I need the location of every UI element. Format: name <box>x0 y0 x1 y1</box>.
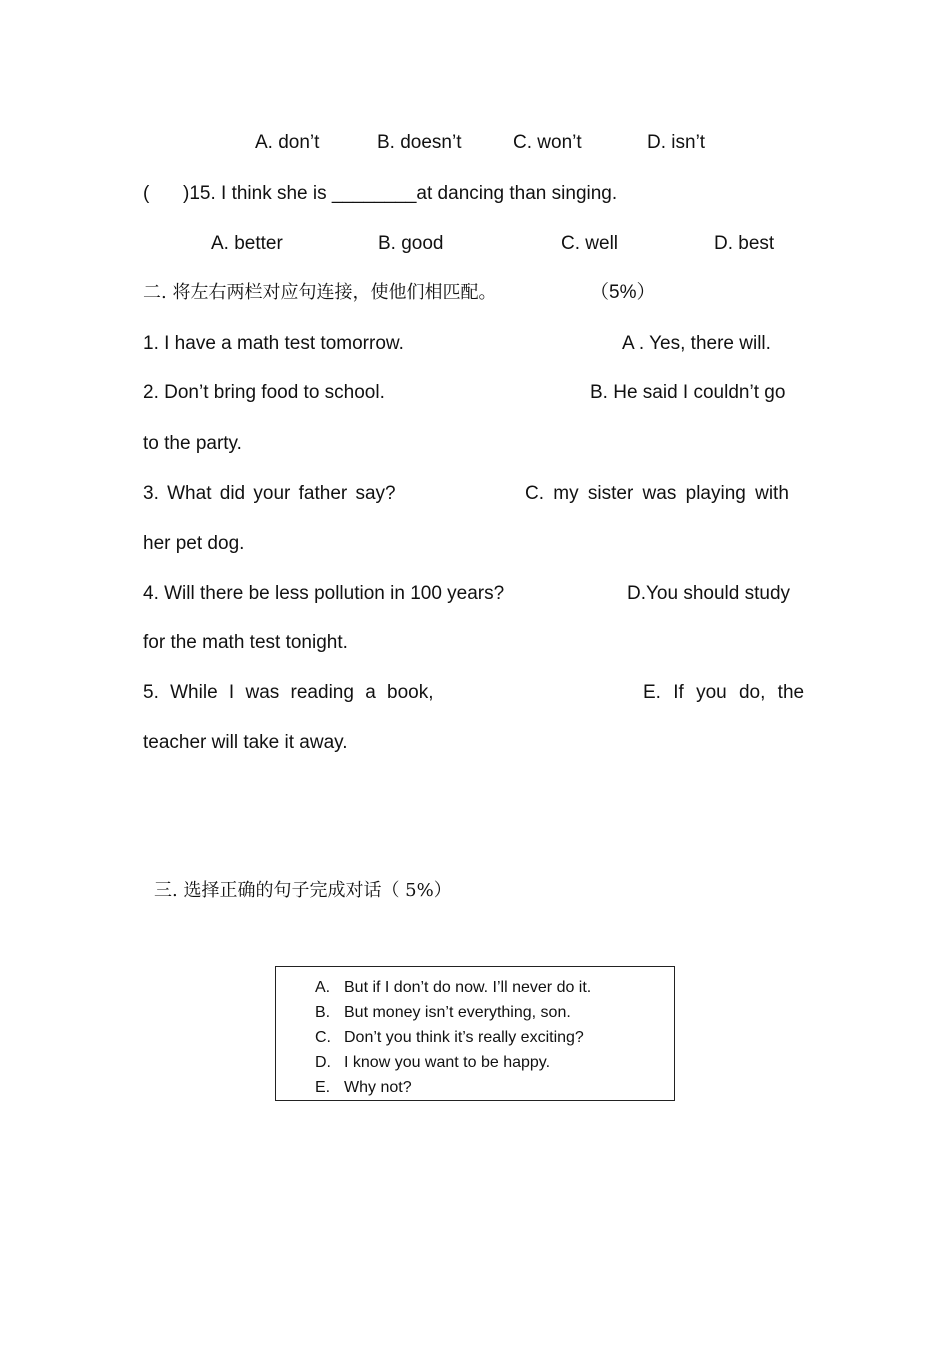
match-right-c-cont: her pet dog. <box>143 533 245 554</box>
option-letter: B. <box>315 1004 331 1021</box>
option-text: But money isn’t everything, son. <box>344 1004 571 1021</box>
dialogue-options-box <box>275 966 675 1101</box>
match-right-c: C. my sister was playing with <box>525 483 789 504</box>
q15-option-a: A. better <box>211 233 283 254</box>
option-text: Don’t you think it’s really exciting? <box>344 1029 584 1046</box>
option-text: Why not? <box>344 1079 412 1096</box>
match-right-b-cont: to the party. <box>143 433 242 454</box>
q15-option-c: C. well <box>561 233 619 254</box>
match-right-d-cont: for the math test tonight. <box>143 632 348 653</box>
match-left-1: 1. I have a math test tomorrow. <box>143 333 404 354</box>
option-text: I know you want to be happy. <box>344 1054 551 1071</box>
match-left-5: 5. While I was reading a book, <box>143 682 434 703</box>
match-right-d: D.You should study <box>627 583 791 604</box>
section2-score: （5%） <box>590 282 656 303</box>
match-right-e: E. If you do, the <box>643 682 805 703</box>
q15-option-d: D. best <box>714 233 775 254</box>
match-right-b: B. He said I couldn’t go <box>590 382 786 403</box>
q14-option-a: A. don’t <box>255 132 320 153</box>
match-right-e-cont: teacher will take it away. <box>143 732 348 753</box>
match-right-a: A . Yes, there will. <box>622 333 771 354</box>
q15-option-b: B. good <box>378 233 444 254</box>
option-text: But if I don’t do now. I’ll never do it. <box>344 979 592 996</box>
section3-title: 三. 选择正确的句子完成对话（ 5%） <box>154 880 452 901</box>
q14-option-d: D. isn’t <box>647 132 706 153</box>
q14-option-c: C. won’t <box>513 132 582 153</box>
option-letter: C. <box>315 1029 331 1046</box>
section2-title: 二. 将左右两栏对应句连接，使他们相匹配。 <box>143 282 497 303</box>
match-left-2: 2. Don’t bring food to school. <box>143 382 385 403</box>
option-letter: D. <box>315 1054 331 1071</box>
q15-question: )15. I think she is ________at dancing than singing. <box>183 183 618 204</box>
match-left-4: 4. Will there be less pollution in 100 years? <box>143 583 505 604</box>
q14-option-b: B. doesn’t <box>377 132 462 153</box>
option-letter: A. <box>315 979 331 996</box>
match-left-3: 3. What did your father say? <box>143 483 396 504</box>
q15-answer-paren: ( <box>143 183 150 204</box>
option-letter: E. <box>315 1079 331 1096</box>
